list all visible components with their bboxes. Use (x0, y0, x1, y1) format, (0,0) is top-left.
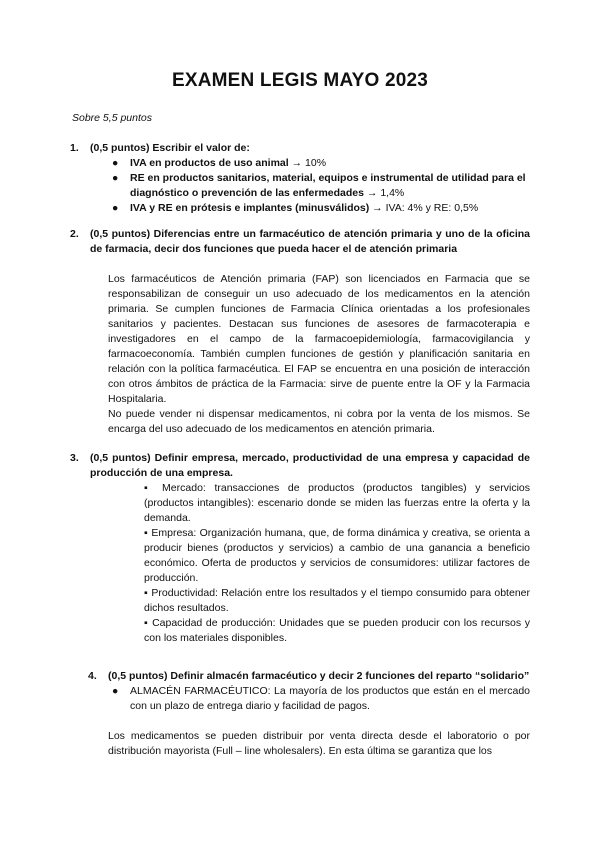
answer-paragraph: No puede vender ni dispensar medicamentos, ni cobra por la venta de los mismos. Se encarga del uso adecuado de los medicamentos en atención primaria. (108, 408, 530, 435)
item-term: IVA en productos de uso animal (130, 157, 289, 169)
definition-item: ▪ Productividad: Relación entre los resultados y el tiempo consumido para obtener dichos resultados. (144, 587, 530, 614)
item-text: ALMACÉN FARMACÉUTICO: La mayoría de los productos que están en el mercado con un plazo de entrega diario y facilidad de pagos. (130, 685, 530, 712)
answer-paragraph: Los farmacéuticos de Atención primaria (FAP) son licenciados en Farmacia que se responsabilizan de conseguir un uso adecuado de los medicamentos en la atención primaria. Se cumplen funciones de Farmacia Clínica orientadas a los profesionales sanitarios y pacientes. Destacan sus funciones de asesores de farmacoterapia e investigadores en el campo de la farmacoepidemiología, farmacovigilancia y farmacoeconomía. También cumplen funciones de gestión y planificación sanitaria en relación con la política farmacéutica. El FAP se encuentra en una posición de interacción con otros ámbitos de práctica de la Farmacia: sirve de puente entre la OF y la Farmacia Hospitalaria. (108, 273, 530, 405)
item-value: → IVA: 4% y RE: 0,5% (369, 202, 479, 214)
answer-list (90, 156, 530, 216)
item-term: RE en productos sanitarios, material, equipos e instrumental de utilidad para el diagnóstico o prevención de las enfermedades (130, 172, 526, 199)
question-number: 2. (70, 228, 79, 240)
list-item (90, 171, 530, 201)
document-title: EXAMEN LEGIS MAYO 2023 (171, 70, 429, 91)
item-value: → 1,4% (363, 187, 405, 199)
question-2-answer (108, 272, 530, 437)
definition-item: ▪ Mercado: transacciones de productos (productos tangibles) y servicios (productos intangibles): escenario donde se miden las fuerzas entre la oferta y la demanda. (144, 482, 530, 524)
question-number: 1. (70, 142, 79, 154)
question-3-answer (144, 481, 530, 646)
answer-list (108, 684, 530, 714)
list-item (108, 684, 530, 714)
item-term: IVA y RE en prótesis e implantes (minusválidos) (130, 202, 370, 214)
definition-item: ▪ Empresa: Organización humana, que, de forma dinámica y creativa, se orienta a producir bienes (productos y servicios) a cambio de una ganancia a beneficio económico. Oferta de productos y servicios de consumidores: utilizar factores de producción. (144, 527, 530, 584)
list-item (90, 156, 530, 171)
bullet-icon: ● (112, 685, 119, 697)
question-heading: (0,5 puntos) Definir empresa, mercado, productividad de una empresa y capacidad de producción de una empresa. (90, 452, 530, 479)
question-4-answer (108, 729, 530, 759)
bullet-icon: ● (112, 202, 119, 214)
question-1 (70, 141, 530, 216)
bullet-icon: ● (112, 157, 119, 169)
bullet-icon: ● (112, 172, 119, 184)
answer-paragraph: Los medicamentos se pueden distribuir por venta directa desde el laboratorio o por distribución mayorista (Full – line wholesalers). En esta última se garantiza que los (108, 730, 530, 757)
question-number: 3. (70, 452, 79, 464)
question-heading: (0,5 puntos) Diferencias entre un farmacéutico de atención primaria y uno de la oficina de farmacia, decir dos funciones que pueda hacer el de atención primaria (90, 228, 530, 255)
item-value: → 10% (288, 157, 327, 169)
question-heading: (0,5 puntos) Escribir el valor de: (90, 142, 250, 154)
question-4 (88, 669, 530, 714)
question-heading: (0,5 puntos) Definir almacén farmacéutico y decir 2 funciones del reparto “solidario” (108, 670, 530, 682)
question-number: 4. (88, 670, 97, 682)
definition-item: ▪ Capacidad de producción: Unidades que se pueden producir con los recursos y con los materiales disponibles. (144, 617, 530, 644)
question-2 (70, 227, 530, 257)
document-subtitle: Sobre 5,5 puntos (72, 112, 152, 124)
list-item (90, 201, 530, 216)
question-3 (70, 451, 530, 481)
